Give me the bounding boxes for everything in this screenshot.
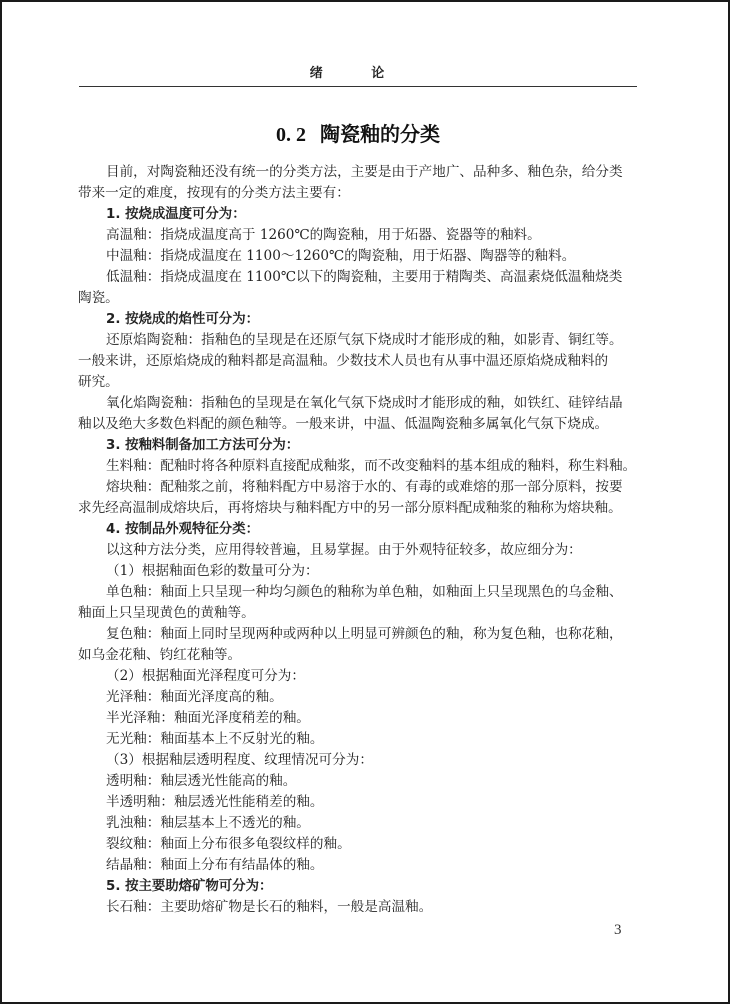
text-line: 陶瓷。 (78, 290, 119, 306)
subsection-heading: 3. 按釉料制备加工方法可分为： (106, 438, 300, 453)
subsection-heading: 1. 按烧成温度可分为： (106, 207, 246, 222)
text-line: 一般来讲，还原焰烧成的釉料都是高温釉。少数技术人员也有从事中温还原焰烧成釉料的 (78, 353, 609, 369)
text-line: 釉以及绝大多数色料配的颜色釉等。一般来讲，中温、低温陶瓷釉多属氧化气氛下烧成。 (78, 416, 609, 432)
text-line: 低温釉：指烧成温度在 1100℃以下的陶瓷釉，主要用于精陶类、高温素烧低温釉烧类 (106, 269, 623, 285)
subsection-heading: 5. 按主要助熔矿物可分为： (106, 879, 273, 894)
running-header: 绪 论 (309, 66, 407, 81)
text-line: 透明釉：釉层透光性能高的釉。 (106, 773, 297, 789)
text-line: 半透明釉：釉层透光性能稍差的釉。 (106, 794, 324, 810)
text-line: 光泽釉：釉面光泽度高的釉。 (106, 689, 283, 705)
section-heading (79, 118, 637, 147)
text-line: 求先经高温制成熔块后，再将熔块与釉料配方中的另一部分原料配成釉浆的釉称为熔块釉。 (78, 500, 622, 516)
text-line: 长石釉：主要助熔矿物是长石的釉料，一般是高温釉。 (106, 899, 433, 915)
text-line: （3）根据釉层透明程度、纹理情况可分为： (106, 752, 373, 768)
text-line: 目前，对陶瓷釉还没有统一的分类方法，主要是由于产地广、品种多、釉色杂，给分类 (106, 164, 623, 180)
body-text (78, 162, 638, 918)
text-line: 高温釉：指烧成温度高于 1260℃的陶瓷釉，用于炻器、瓷器等的釉料。 (106, 227, 541, 243)
text-line: 无光釉：釉面基本上不反射光的釉。 (106, 731, 324, 747)
section-number: 0. 2 (276, 124, 306, 146)
text-line: 单色釉：釉面上只呈现一种均匀颜色的釉称为单色釉，如釉面上只呈现黑色的乌金釉、 (106, 584, 623, 600)
header-rule (79, 86, 637, 87)
page-number: 3 (614, 922, 622, 938)
text-line: 中温釉：指烧成温度在 1100～1260℃的陶瓷釉，用于炻器、陶器等的釉料。 (106, 248, 576, 264)
text-line: 还原焰陶瓷釉：指釉色的呈现是在还原气氛下烧成时才能形成的釉，如影青、铜红等。 (106, 332, 623, 348)
text-line: 以这种方法分类，应用得较普遍，且易掌握。由于外观特征较多，故应细分为： (106, 542, 582, 558)
text-line: 乳浊釉：釉层基本上不透光的釉。 (106, 815, 310, 831)
text-line: 结晶釉：釉面上分布有结晶体的釉。 (106, 857, 324, 873)
text-line: 半光泽釉：釉面光泽度稍差的釉。 (106, 710, 310, 726)
text-line: 裂纹釉：釉面上分布很多龟裂纹样的釉。 (106, 836, 351, 852)
text-line: 复色釉：釉面上同时呈现两种或两种以上明显可辨颜色的釉，称为复色釉，也称花釉， (106, 626, 623, 642)
text-line: （2）根据釉面光泽程度可分为： (106, 668, 305, 684)
text-line: （1）根据釉面色彩的数量可分为： (106, 563, 319, 579)
subsection-heading: 2. 按烧成的焰性可分为： (106, 312, 259, 327)
text-line: 如乌金花釉、钧红花釉等。 (78, 647, 242, 663)
subsection-heading: 4. 按制品外观特征分类： (106, 522, 259, 537)
text-line: 带来一定的难度，按现有的分类方法主要有： (78, 185, 350, 201)
text-line: 生料釉：配釉时将各种原料直接配成釉浆，而不改变釉料的基本组成的釉料，称生料釉。 (106, 458, 637, 474)
text-line: 研究。 (78, 374, 119, 390)
text-line: 熔块釉：配釉浆之前，将釉料配方中易溶于水的、有毒的或难熔的那一部分原料，按要 (106, 479, 623, 495)
text-line: 氧化焰陶瓷釉：指釉色的呈现是在氧化气氛下烧成时才能形成的釉，如铁红、硅锌结晶 (106, 395, 623, 411)
text-line: 釉面上只呈现黄色的黄釉等。 (78, 605, 255, 621)
section-title: 陶瓷釉的分类 (320, 124, 440, 146)
